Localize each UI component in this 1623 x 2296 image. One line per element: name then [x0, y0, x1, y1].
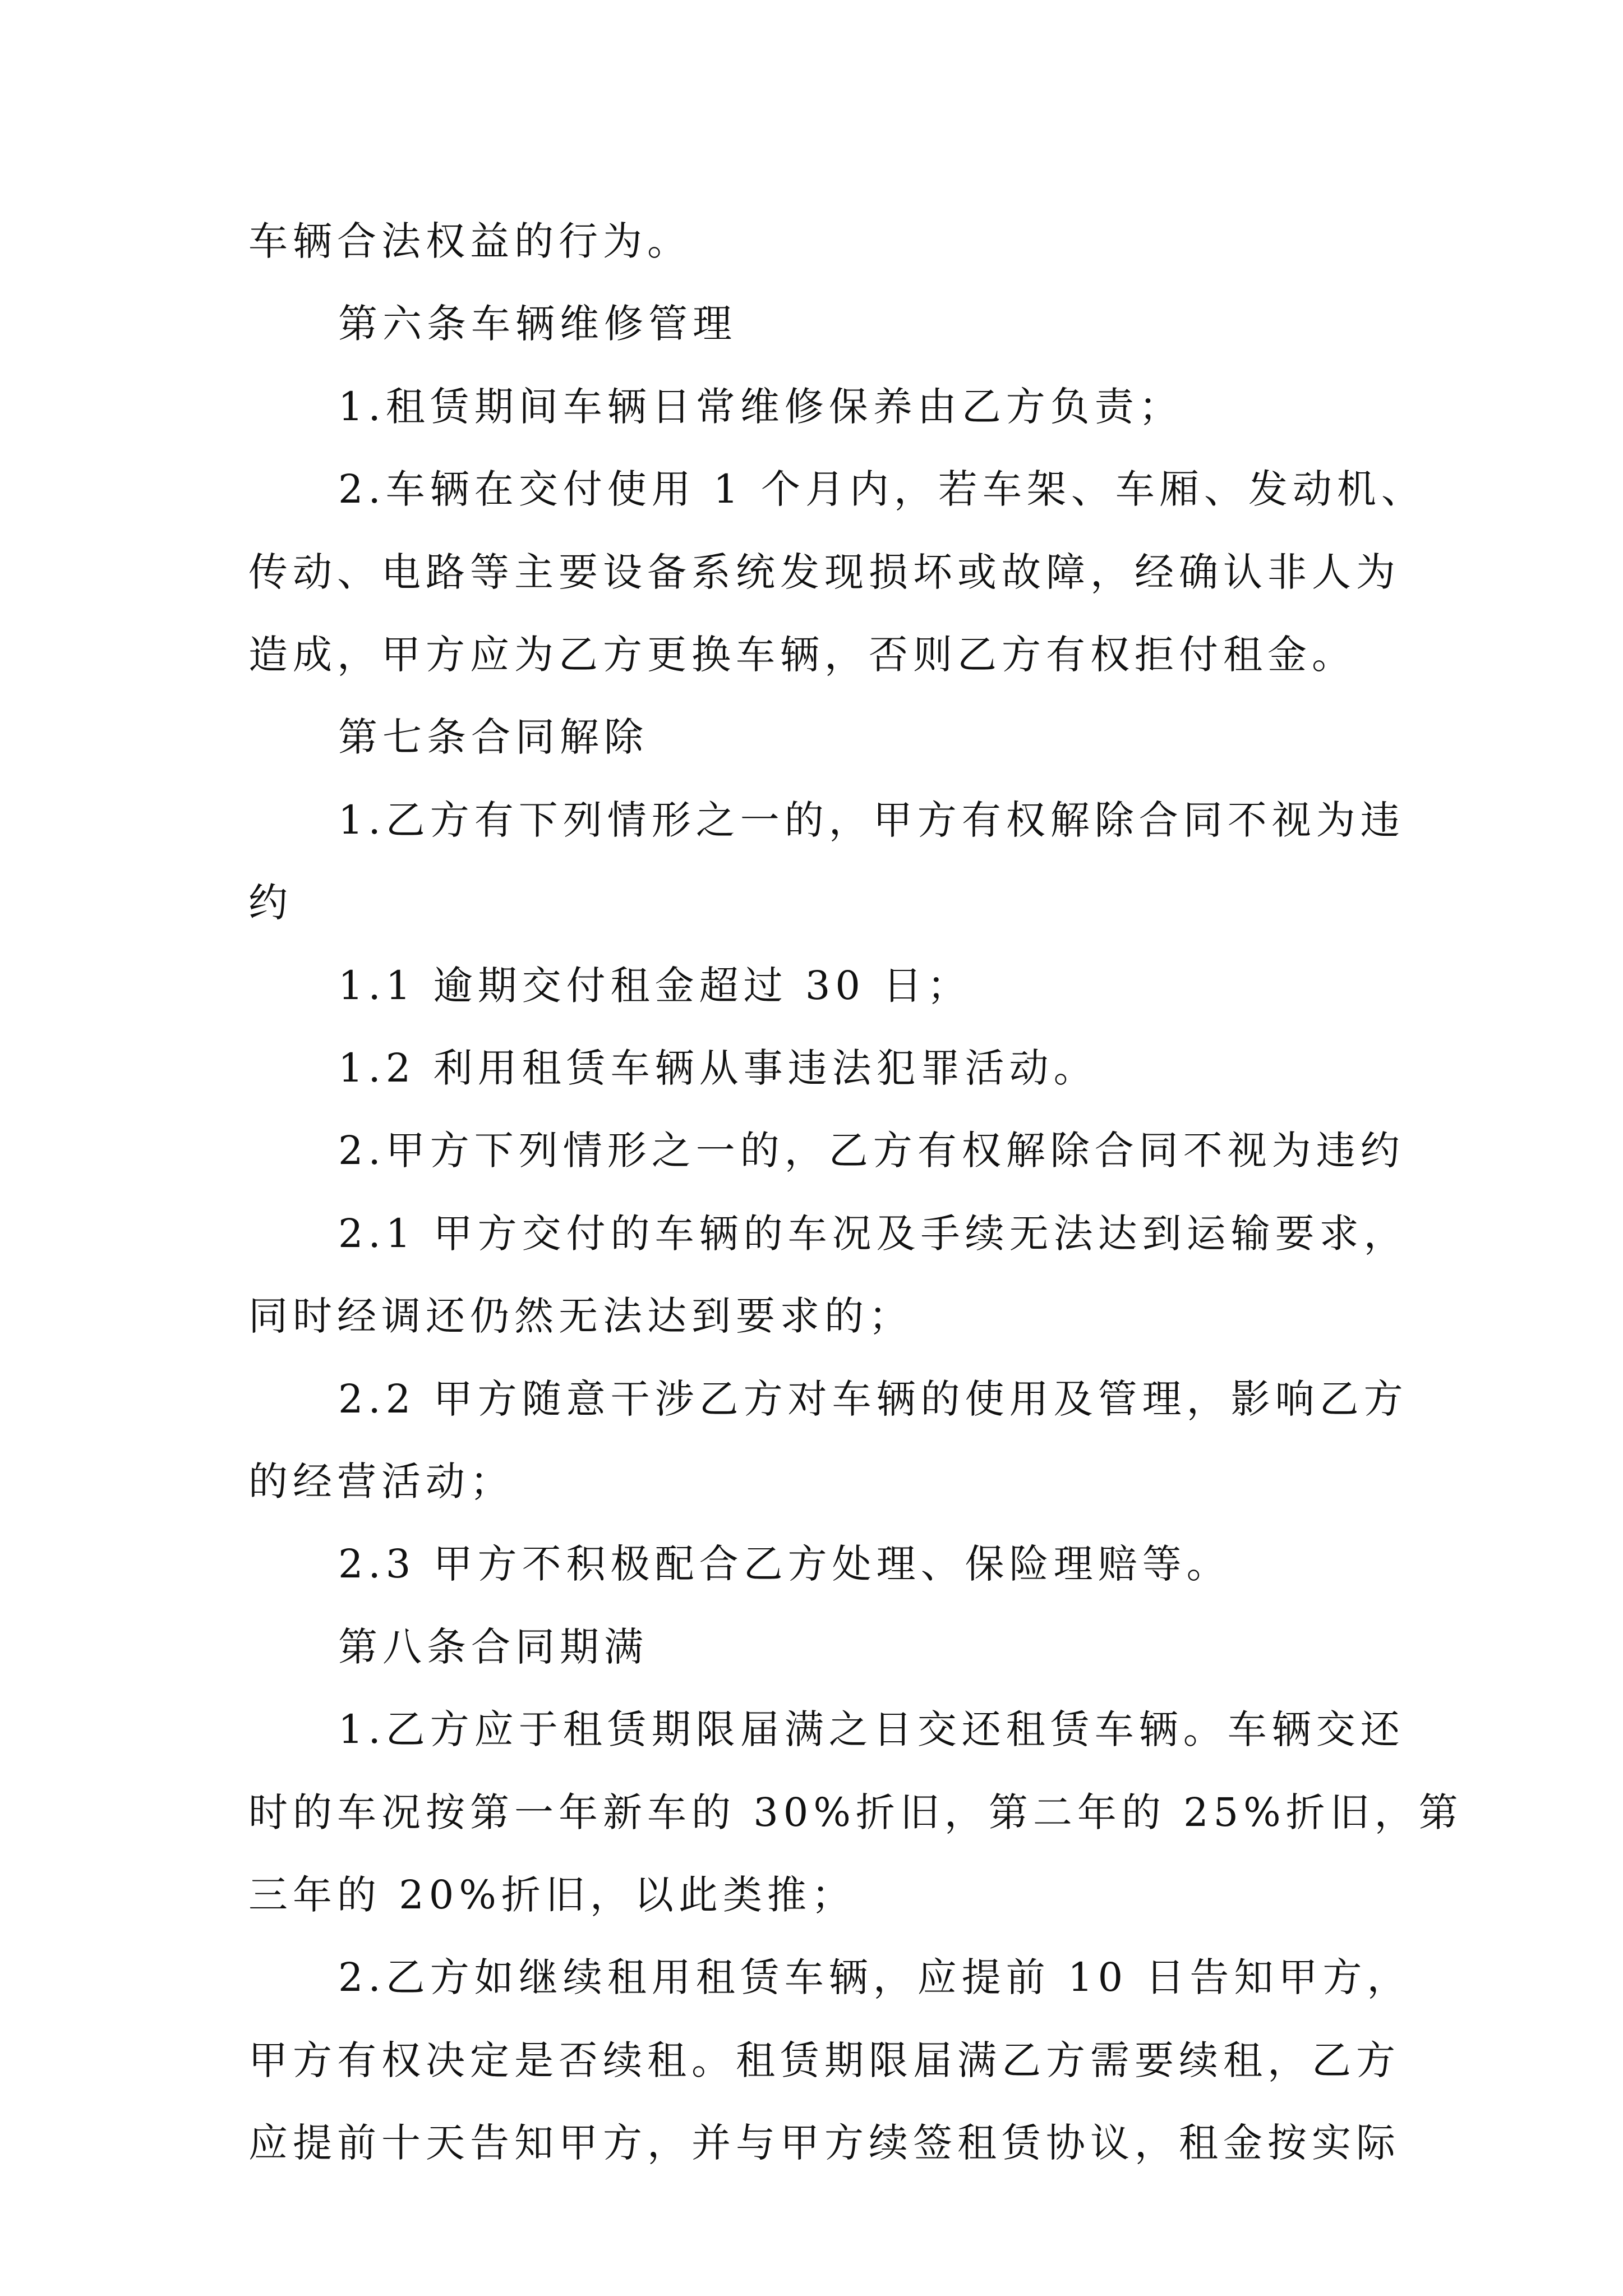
text-line: 1.1 逾期交付租金超过 30 日； — [338, 963, 972, 1009]
text-line: 1.租赁期间车辆日常维修保养由乙方负责； — [338, 384, 1183, 430]
text-line: 2.甲方下列情形之一的，乙方有权解除合同不视为违约 — [338, 1128, 1405, 1174]
text-line: 2.3 甲方不积极配合乙方处理、保险理赔等。 — [338, 1541, 1231, 1587]
section-heading: 第六条车辆维修管理 — [338, 301, 737, 347]
text-line: 1.乙方应于租赁期限届满之日交还租赁车辆。车辆交还 — [338, 1706, 1405, 1752]
section-heading: 第七条合同解除 — [338, 714, 648, 760]
text-line: 时的车况按第一年新车的 30%折旧，第二年的 25%折旧，第 — [248, 1789, 1463, 1835]
text-line: 造成，甲方应为乙方更换车辆，否则乙方有权拒付租金。 — [248, 632, 1356, 678]
text-line: 1.2 利用租赁车辆从事违法犯罪活动。 — [338, 1045, 1098, 1091]
text-line: 2.2 甲方随意干涉乙方对车辆的使用及管理，影响乙方 — [338, 1376, 1408, 1422]
text-line: 车辆合法权益的行为。 — [248, 218, 691, 264]
section-heading: 第八条合同期满 — [338, 1624, 648, 1670]
text-line: 2.1 甲方交付的车辆的车况及手续无法达到运输要求， — [338, 1211, 1408, 1257]
text-line: 1.乙方有下列情形之一的，甲方有权解除合同不视为违 — [338, 797, 1405, 843]
text-line: 2.乙方如继续租用租赁车辆，应提前 10 日告知甲方， — [338, 1954, 1412, 2000]
text-line: 三年的 20%折旧，以此类推； — [248, 1872, 856, 1918]
text-line: 约 — [248, 880, 293, 926]
text-line: 传动、电路等主要设备系统发现损坏或故障，经确认非人为 — [248, 549, 1400, 595]
text-line: 的经营活动； — [248, 1458, 514, 1504]
text-line: 应提前十天告知甲方，并与甲方续签租赁协议，租金按实际 — [248, 2120, 1400, 2166]
text-line: 同时经调还仍然无法达到要求的； — [248, 1293, 913, 1339]
text-line: 2.车辆在交付使用 1 个月内，若车架、车厢、发动机、 — [338, 466, 1426, 512]
text-line: 甲方有权决定是否续租。租赁期限届满乙方需要续租，乙方 — [248, 2037, 1400, 2083]
